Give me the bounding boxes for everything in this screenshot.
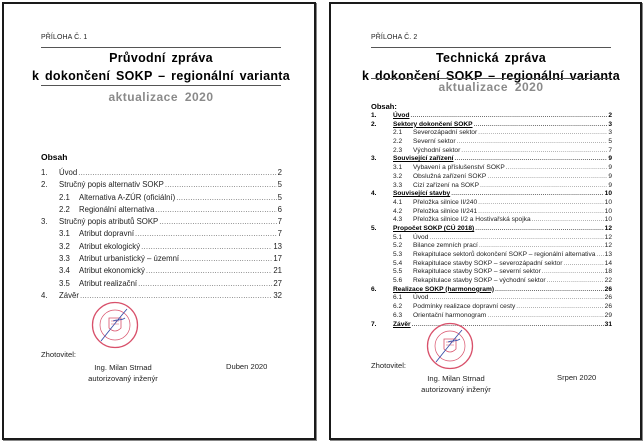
toc-entry-page: 14 [604, 259, 612, 267]
signer-title: autorizovaný inženýr [421, 385, 491, 394]
toc-entry-number: 3.2 [59, 241, 70, 251]
toc-entry[interactable] [371, 129, 612, 138]
toc-entry-number: 5.2 [393, 242, 403, 250]
toc-entry-page: 21 [273, 266, 282, 276]
toc-entry-number: 2. [371, 120, 377, 128]
document-date: Srpen 2020 [557, 373, 597, 382]
toc-entry-number: 3.3 [393, 181, 403, 189]
toc-entry-page: 5 [277, 192, 282, 202]
toc-entry[interactable] [371, 155, 612, 164]
toc-leader-dots [410, 112, 607, 119]
document-page-2 [329, 2, 642, 440]
toc-heading: Obsah: [371, 102, 397, 111]
toc-entry-number: 2.2 [393, 138, 403, 146]
toc-entry-page: 2 [608, 112, 612, 119]
toc-entry-label: Úvod [59, 168, 78, 177]
toc-entry[interactable] [41, 279, 282, 291]
toc-entry-label: Přeložka silnice II/241 [413, 207, 478, 215]
toc-entry-page: 9 [608, 164, 612, 172]
toc-entry-label: Regionální alternativa [79, 204, 155, 214]
toc-leader-dots [159, 217, 276, 226]
toc-entry-page: 22 [604, 277, 612, 285]
toc-entry-label: Úvod [413, 294, 429, 302]
toc-entry-label: Vybavení a příslušenství SOKP [413, 164, 505, 172]
toc-entry-number: 5.1 [393, 233, 403, 241]
toc-leader-dots [478, 129, 607, 136]
toc-entry-number: 3.4 [59, 266, 70, 276]
toc-entry-page: 10 [604, 198, 612, 206]
toc-entry-number: 3.1 [59, 229, 70, 239]
title-line-2: k dokončení SOKP – regionální varianta [31, 69, 291, 83]
toc-entry-page: 26 [604, 294, 612, 302]
toc-leader-dots [480, 182, 607, 189]
toc-entry-page: 13 [604, 251, 612, 258]
toc-entry-page: 2 [277, 168, 282, 177]
toc-entry[interactable] [371, 242, 612, 251]
toc-leader-dots [474, 121, 608, 128]
toc-entry-label: Atribut urbanistický – územní [79, 254, 180, 264]
document-subtitle: aktualizace 2020 [108, 90, 214, 104]
toc-entry[interactable] [371, 277, 612, 286]
title-rule-bottom [41, 85, 281, 86]
document-page-1 [2, 2, 316, 440]
toc-entry-number: 6.2 [393, 303, 403, 311]
toc-entry-page: 12 [604, 224, 612, 232]
toc-entry-number: 4.1 [393, 198, 403, 206]
toc-entry-number: 1. [371, 112, 377, 119]
toc-entry-number: 7. [371, 320, 377, 328]
toc-entry-label: Související zařízení [393, 155, 454, 163]
annex-label: PŘÍLOHA Č. 2 [371, 34, 418, 41]
toc-entry-label: Atribut realizační [79, 278, 138, 288]
official-stamp-icon [426, 322, 474, 370]
signer-block [406, 373, 506, 395]
document-date: Duben 2020 [226, 362, 268, 371]
toc-leader-dots [429, 234, 603, 241]
toc-leader-dots [457, 138, 608, 145]
toc-entry-label: Obslužná zařízení SOKP [413, 172, 487, 180]
toc-leader-dots [135, 229, 277, 238]
toc-leader-dots [80, 291, 272, 300]
toc-entry[interactable] [371, 234, 612, 243]
toc-leader-dots [563, 260, 603, 267]
toc-entry-label: Sektory dokončení SOKP [393, 120, 473, 128]
toc-entry-page: 26 [604, 303, 612, 311]
title-line-2: k dokončení SOKP – regionální varianta [361, 69, 621, 83]
toc-entry-page: 10 [604, 216, 612, 224]
toc-entry-page: 12 [604, 242, 612, 250]
toc-entry-label: Rekapitulace stavby SOKP – severní sektor [413, 268, 541, 276]
toc-entry-number: 4.2 [393, 207, 403, 215]
toc-entry-page: 32 [273, 290, 282, 300]
toc-entry[interactable] [371, 216, 612, 225]
toc-leader-dots [532, 216, 604, 223]
toc-entry-number: 4.3 [393, 216, 403, 224]
toc-entry-page: 9 [608, 155, 612, 163]
toc-heading: Obsah [41, 152, 68, 162]
document-subtitle: aktualizace 2020 [438, 80, 544, 94]
toc-entry[interactable] [371, 225, 612, 234]
toc-leader-dots [146, 266, 272, 275]
toc-entry-number: 3. [41, 217, 48, 227]
toc-entry-page: 29 [604, 311, 612, 319]
toc-entry[interactable] [371, 286, 612, 295]
toc-entry-label: Atribut ekonomický [79, 266, 145, 276]
toc-leader-dots [475, 225, 603, 232]
toc-entry[interactable] [371, 138, 612, 147]
title-rule-bottom [371, 78, 611, 79]
toc-entry-number: 1. [41, 168, 48, 177]
toc-leader-dots [78, 168, 276, 177]
toc-leader-dots [478, 208, 604, 215]
toc-leader-dots [596, 251, 603, 258]
toc-entry-label: Závěr [59, 290, 79, 300]
toc-entry-label: Rekapitulace stavby SOKP – východní sektor [413, 277, 546, 285]
toc-entry-label: Bilance zemních prací [413, 242, 478, 250]
toc-entry[interactable] [371, 312, 612, 321]
toc-entry-label: Rekapitulace sektorů dokončení SOKP – regionální alternativa [413, 251, 596, 258]
toc-entry-label: Realizace SOKP (harmonogram) [393, 285, 495, 293]
toc-entry[interactable] [371, 251, 612, 260]
toc-entry-page: 5 [608, 138, 612, 146]
maker-label: Zhotovitel: [371, 361, 407, 370]
document-title [24, 49, 298, 85]
toc-entry-number: 3.3 [59, 254, 70, 264]
toc-entry[interactable] [371, 208, 612, 217]
toc-entry-number: 6.1 [393, 294, 403, 302]
toc-entry[interactable] [41, 205, 282, 217]
toc-leader-dots [451, 190, 603, 197]
toc-entry-number: 6. [371, 285, 377, 293]
toc-entry-page: 7 [608, 146, 612, 154]
title-rule-top [371, 47, 611, 48]
signer-name: Ing. Milan Strnad [427, 374, 485, 383]
toc-entry-label: Severní sektor [413, 138, 456, 146]
toc-entry-page: 12 [604, 233, 612, 241]
toc-entry-label: Rekapitulace stavby SOKP – severozápadní sektor [413, 259, 563, 267]
toc-entry[interactable] [41, 193, 282, 205]
toc-entry-page: 17 [273, 254, 282, 264]
toc-entry-label: Úvod [393, 112, 410, 119]
toc-entry[interactable] [371, 147, 612, 156]
toc-leader-dots [155, 205, 276, 214]
toc-entry-number: 3.1 [393, 164, 403, 172]
toc-entry[interactable] [41, 168, 282, 180]
toc-entry[interactable] [41, 266, 282, 278]
toc-entry[interactable] [41, 291, 282, 303]
toc-entry[interactable] [371, 294, 612, 303]
toc-entry-label: Podmínky realizace dopravní cesty [413, 303, 516, 311]
toc-entry-page: 6 [277, 204, 282, 214]
toc-entry[interactable] [371, 190, 612, 199]
toc-leader-dots [516, 303, 603, 310]
signer-block [78, 362, 168, 384]
toc-entry-page: 3 [608, 120, 612, 128]
toc-entry-number: 5.5 [393, 268, 403, 276]
toc-leader-dots [180, 254, 272, 263]
toc-entry-label: Stručný popis atributů SOKP [59, 217, 159, 227]
toc-entry[interactable] [371, 112, 612, 121]
toc-leader-dots [165, 180, 277, 189]
toc-leader-dots [138, 279, 272, 288]
toc-entry-label: Přeložka silnice I/2 a Hostivařská spojka [413, 216, 531, 224]
toc-entry-page: 31 [604, 320, 612, 328]
maker-label: Zhotovitel: [41, 350, 77, 359]
toc-leader-dots [461, 147, 607, 154]
toc-leader-dots [176, 193, 276, 202]
toc-entry-number: 2.2 [59, 204, 70, 214]
toc-entry-number: 4. [371, 190, 377, 198]
toc-leader-dots [141, 242, 272, 251]
toc-entry-page: 5 [277, 180, 282, 190]
toc-entry-page: 10 [604, 207, 612, 215]
official-stamp-icon [91, 301, 139, 349]
toc-entry[interactable] [41, 217, 282, 229]
toc-entry[interactable] [41, 180, 282, 192]
toc-leader-dots [429, 294, 603, 301]
toc-entry-page: 27 [273, 278, 282, 288]
signer-title: autorizovaný inženýr [88, 374, 158, 383]
table-of-contents [371, 112, 612, 329]
title-line-1: Průvodní zpráva [109, 51, 213, 65]
toc-entry[interactable] [371, 303, 612, 312]
toc-entry-number: 2. [41, 180, 48, 190]
toc-entry-number: 2.1 [59, 192, 70, 202]
toc-entry-number: 3.2 [393, 172, 403, 180]
toc-entry-label: Závěr [393, 320, 411, 328]
toc-entry-number: 3. [371, 155, 377, 163]
toc-entry-page: 18 [604, 268, 612, 276]
toc-entry-number: 5.3 [393, 251, 403, 258]
annex-label: PŘÍLOHA Č. 1 [41, 34, 88, 41]
toc-leader-dots [495, 286, 604, 293]
toc-entry-page: 9 [608, 181, 612, 189]
table-of-contents [41, 168, 282, 303]
toc-entry[interactable] [371, 199, 612, 208]
toc-entry[interactable] [41, 242, 282, 254]
toc-entry-page: 9 [608, 172, 612, 180]
toc-entry-label: Úvod [413, 233, 429, 241]
toc-entry-number: 2.3 [393, 146, 403, 154]
toc-entry-page: 7 [277, 217, 282, 227]
toc-entry-number: 5.6 [393, 277, 403, 285]
toc-leader-dots [487, 312, 603, 319]
toc-entry-label: Atribut dopravní [79, 229, 135, 239]
toc-entry[interactable] [371, 173, 612, 182]
toc-entry-label: Atribut ekologický [79, 241, 141, 251]
title-line-1: Technická zpráva [435, 51, 547, 65]
toc-entry-number: 2.1 [393, 129, 403, 137]
toc-entry-label: Cizí zařízení na SOKP [413, 181, 479, 189]
toc-entry-number: 6.3 [393, 311, 403, 319]
toc-entry[interactable] [371, 182, 612, 191]
toc-entry-page: 3 [608, 129, 612, 137]
toc-leader-dots [542, 268, 604, 275]
toc-leader-dots [478, 199, 604, 206]
toc-entry[interactable] [41, 229, 282, 241]
toc-entry[interactable] [371, 121, 612, 130]
toc-entry-label: Stručný popis alternativ SOKP [59, 180, 164, 190]
toc-entry-page: 13 [273, 241, 282, 251]
toc-entry-page: 26 [604, 285, 612, 293]
toc-entry-label: Související stavby [393, 190, 451, 198]
toc-leader-dots [454, 155, 607, 162]
toc-entry[interactable] [371, 268, 612, 277]
toc-entry-label: Přeložka silnice II/240 [413, 198, 478, 206]
toc-entry[interactable] [371, 164, 612, 173]
title-rule-top [41, 47, 281, 48]
toc-entry-label: Propočet SOKP (CÚ 2018) [393, 224, 475, 232]
toc-entry[interactable] [41, 254, 282, 266]
toc-entry-label: Orientační harmonogram [413, 311, 487, 319]
toc-entry-number: 4. [41, 290, 48, 300]
toc-leader-dots [547, 277, 604, 284]
toc-leader-dots [506, 164, 608, 171]
toc-entry-page: 10 [604, 190, 612, 198]
toc-entry-number: 5. [371, 224, 377, 232]
toc-entry-number: 3.5 [59, 278, 70, 288]
toc-leader-dots [479, 242, 604, 249]
toc-entry-number: 5.4 [393, 259, 403, 267]
toc-leader-dots [487, 173, 607, 180]
toc-entry[interactable] [371, 321, 612, 330]
toc-entry-label: Východní sektor [413, 146, 461, 154]
signer-name: Ing. Milan Strnad [94, 363, 152, 372]
toc-entry-label: Severozápadní sektor [413, 129, 478, 137]
toc-entry[interactable] [371, 260, 612, 269]
toc-entry-label: Alternativa A-ZÚR (oficiální) [79, 192, 176, 202]
toc-entry-page: 7 [277, 229, 282, 239]
